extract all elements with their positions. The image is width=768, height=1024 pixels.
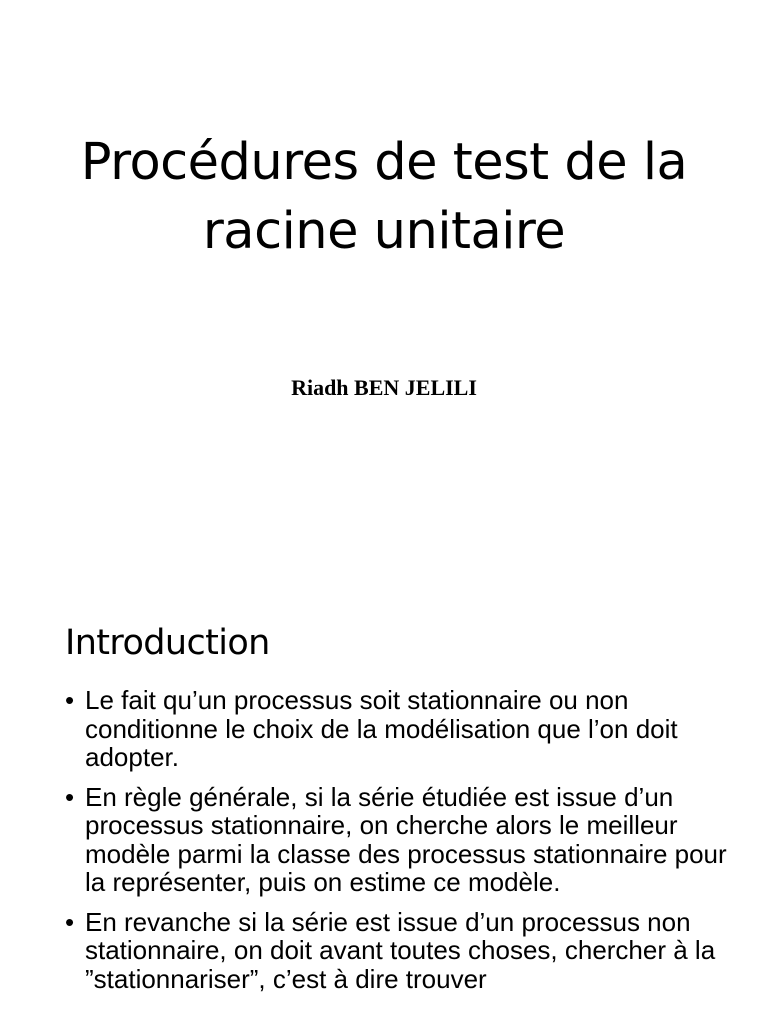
bullet-list	[0, 686, 768, 1004]
bullet-item	[0, 686, 768, 772]
bullet-text: En règle générale, si la série étudiée est issue d’un processus stationnaire, on cherche alors le meilleur modèle parmi la classe des processus stationnaire pour la représenter, puis on estime ce modèle.	[85, 781, 727, 897]
presentation-title	[0, 128, 768, 266]
bullet-item	[0, 783, 768, 897]
bullet-icon: •	[65, 906, 75, 937]
author-name: Riadh BEN JELILI	[291, 375, 477, 400]
title-line-2: racine unitaire	[202, 202, 566, 261]
title-line-1: Procédures de test de la	[80, 133, 688, 192]
bullet-item	[0, 908, 768, 994]
bullet-text: En revanche si la série est issue d’un processus non stationnaire, on doit avant toutes choses, chercher à la ”stationnariser”, c’est à dire trouver	[85, 906, 716, 994]
slide-heading: Introduction	[65, 623, 270, 663]
introduction-slide	[0, 576, 768, 1024]
bullet-text: Le fait qu’un processus soit stationnaire ou non conditionne le choix de la modélisation que l’on doit adopter.	[85, 685, 678, 772]
bullet-icon: •	[65, 685, 75, 715]
bullet-icon: •	[65, 781, 75, 812]
